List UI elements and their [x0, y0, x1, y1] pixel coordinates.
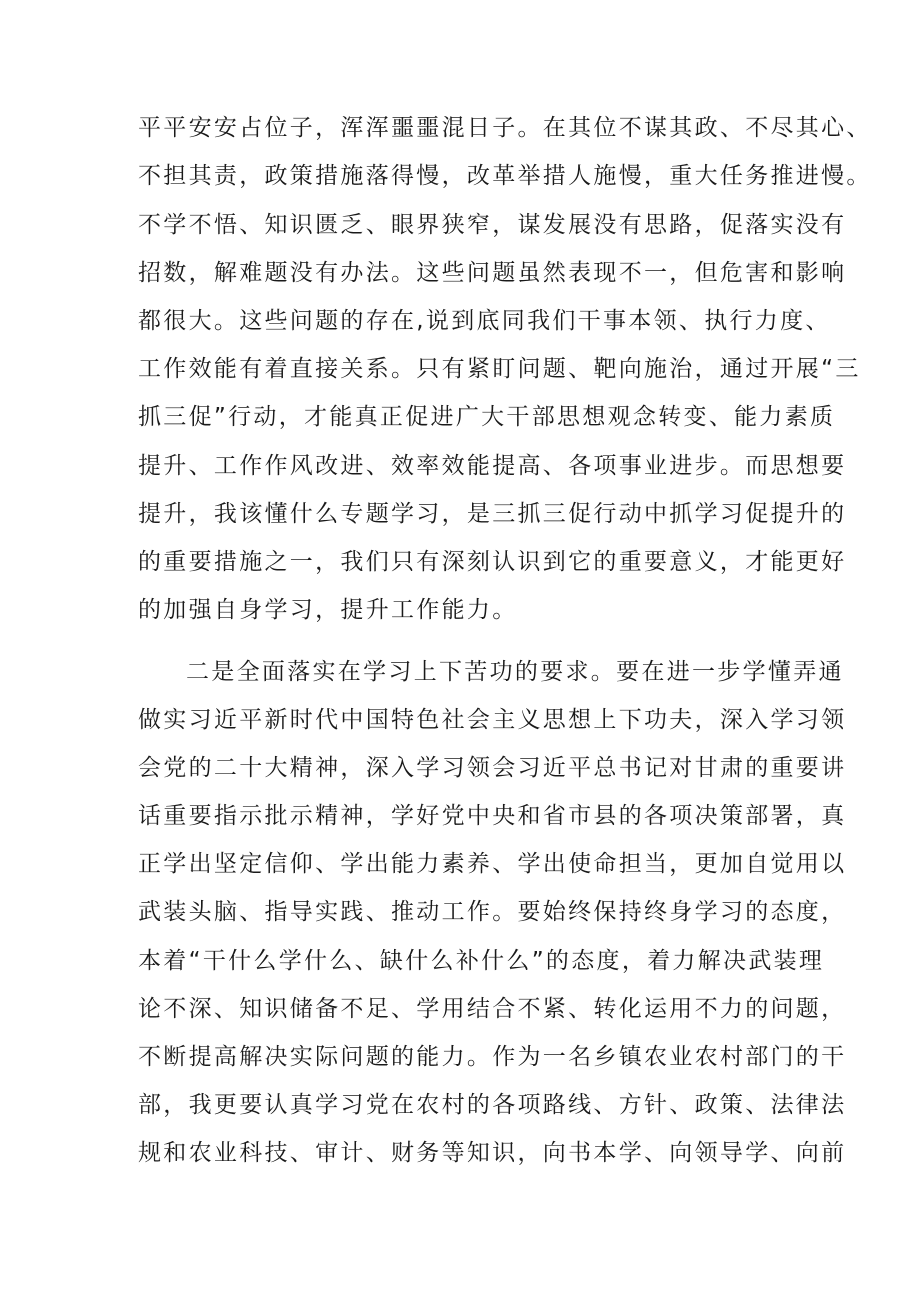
text-line: 不断提高解决实际问题的能力。作为一名乡镇农业农村部门的干	[138, 1044, 847, 1070]
text-line: 规和农业科技、审计、财务等知识，向书本学、向领导学、向前	[138, 1140, 847, 1166]
text-line: 的加强自身学习，提升工作能力。	[138, 597, 518, 623]
text-line: 本着“干什么学什么、缺什么补什么”的态度，着力解决武装理	[138, 948, 825, 974]
text-line: 不学不悟、知识匮乏、眼界狭窄，谋发展没有思路，促落实没有	[138, 212, 847, 238]
text-line: 话重要指示批示精神，学好党中央和省市县的各项决策部署，真	[138, 803, 847, 829]
text-line: 都很大。这些问题的存在,说到底同我们干事本领、执行力度、	[138, 308, 831, 334]
text-line: 部，我更要认真学习党在农村的各项路线、方针、政策、法律法	[138, 1092, 847, 1118]
text-line: 平平安安占位子，浑浑噩噩混日子。在其位不谋其政、不尽其心、	[138, 115, 872, 141]
text-line: 提升、工作作风改进、效率效能提高、各项事业进步。而思想要	[138, 453, 847, 479]
text-line: 论不深、知识储备不足、学用结合不紧、转化运用不力的问题，	[138, 996, 847, 1022]
text-line: 抓三促”行动，才能真正促进广大干部思想观念转变、能力素质	[138, 404, 836, 430]
text-line: 武装头脑、指导实践、推动工作。要始终保持终身学习的态度，	[138, 899, 847, 925]
text-line: 的重要措施之一，我们只有深刻认识到它的重要意义，才能更好	[138, 549, 847, 575]
text-line: 工作效能有着直接关系。只有紧盯问题、靶向施治，通过开展“三	[138, 356, 861, 382]
text-line: 不担其责，政策措施落得慢，改革举措人施慢，重大任务推进慢。	[138, 163, 872, 189]
text-line: 招数，解难题没有办法。这些问题虽然表现不一，但危害和影响	[138, 260, 847, 286]
text-line: 做实习近平新时代中国特色社会主义思想上下功夫，深入学习领	[138, 707, 847, 733]
text-line: 正学出坚定信仰、学出能力素养、学出使命担当，更加自觉用以	[138, 851, 847, 877]
text-line: 提升，我该懂什么专题学习，是三抓三促行动中抓学习促提升的	[138, 501, 847, 527]
text-line: 二是全面落实在学习上下苦功的要求。要在进一步学懂弄通	[186, 659, 844, 685]
text-line: 会党的二十大精神，深入学习领会习近平总书记对甘肃的重要讲	[138, 755, 847, 781]
